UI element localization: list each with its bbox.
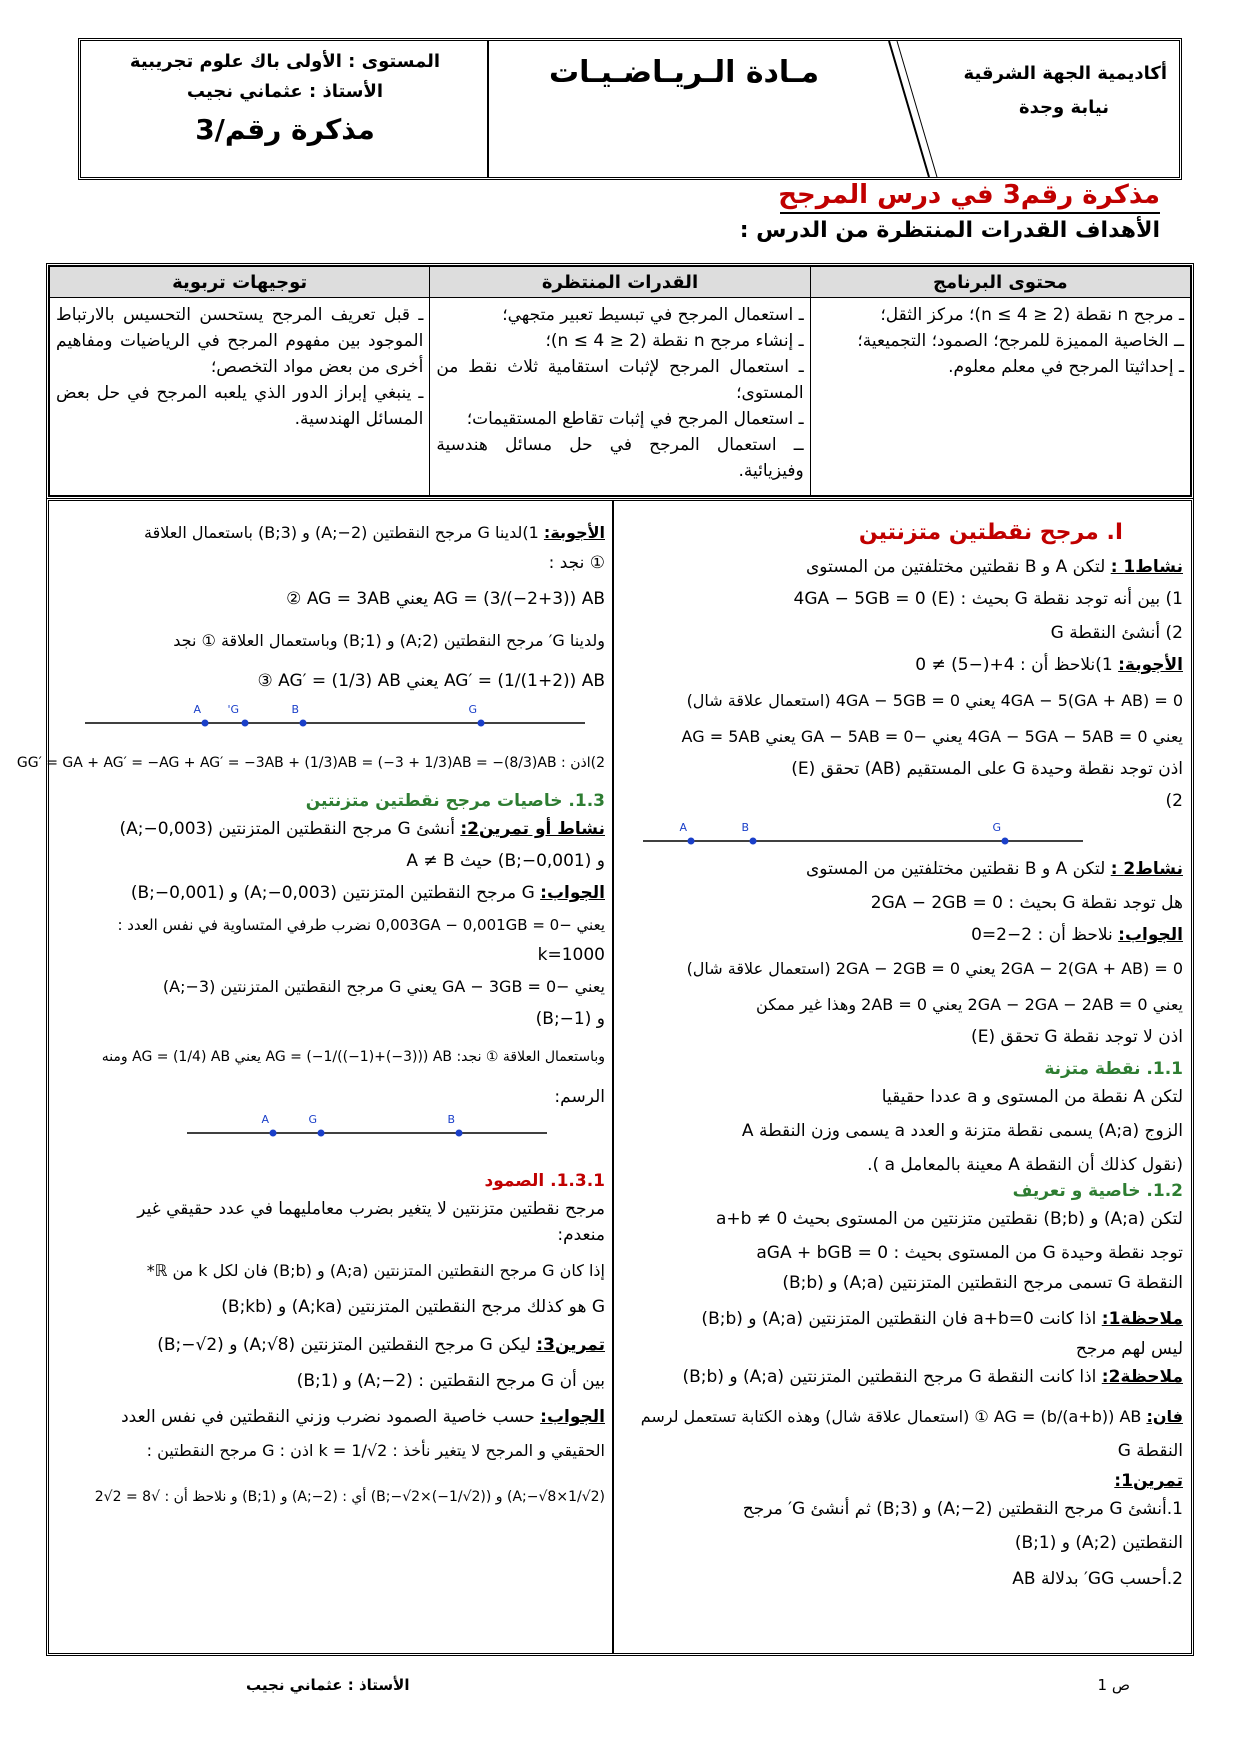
answer-2 [623, 921, 1183, 949]
exercise-2-answer-text: G مرجح النقطتين المتزنتين (A;−0,003) و (B;−0,001) [130, 883, 535, 903]
s11-text-1: لتكن A نقطة من المستوى و a عددا حقيقيا [881, 1087, 1183, 1107]
point-B [750, 838, 757, 845]
exercise-3-answer-text: حسب خاصية الصمود نضرب وزني النقطتين في نفس العدد [121, 1407, 535, 1427]
point-A [202, 720, 209, 727]
level-text: المستوى : الأولى باك علوم تجريبية [129, 51, 441, 72]
page-title: مذكرة رقم3 في درس المرجح [778, 180, 1160, 210]
exercise-2 [57, 815, 605, 843]
exercise-3-q2: الحقيقي و المرجح لا يتغير نأخذ : k = 1/√2 اذن : G مرجح النقطتين : [146, 1441, 605, 1460]
answer-1 [623, 651, 1183, 679]
exercise-3-answer-label: الجواب: [540, 1407, 605, 1427]
right-column [623, 505, 1183, 1649]
objectives-table [46, 263, 1194, 499]
footer-teacher: الأستاذ : عثماني نجيب [246, 1676, 410, 1694]
label-A: A [679, 821, 687, 834]
then-cont: النقطة G [1117, 1441, 1183, 1461]
invariance-text-1b: منعدم: [557, 1225, 605, 1245]
number-line-1 [643, 817, 1083, 851]
exercise-2-r2: يعني −0,003GA − 0,001GB = 0 نضرب طرفي المتساوية في نفس العدد : [117, 916, 605, 934]
list-item: ـ قبل تعريف المرجح يستحسن التحسيس بالارتباط الموجود بين مفهوم المرجح في الرياضيات ومفاهيم أخرى من بعض مواد التخصص؛ [56, 305, 424, 377]
list-item: ـ ينبغي إبراز الدور الذي يلعبه المرجح في حل بعض المسائل الهندسية. [56, 383, 424, 429]
left-answer-1 [57, 519, 605, 547]
remark-2 [623, 1363, 1183, 1391]
left-answer-3: AG = (3/(−2+3)) AB يعني AG = 3AB ② [286, 589, 605, 609]
list-item: ـ إحداثيتا المرجح في معلم معلوم. [948, 357, 1184, 377]
list-item: ـ استعمال المرجح لإثبات استقامية ثلاث نقط من المستوى؛ [436, 357, 804, 403]
teacher-text: الأستاذ : عثماني نجيب [186, 81, 384, 102]
answer-2-label: الجواب: [1118, 925, 1183, 945]
exercise-3-q3: (A;−√8×1/√2) و (B;−√2×(−1/√2)) أي : (A;−2) و (B;1) و نلاحظ أن : √8 = 2√2 [94, 1489, 605, 1505]
exercise-3-cont: بين أن G مرجح النقطتين : (A;−2) و (B;1) [296, 1371, 605, 1391]
remark-1-label: ملاحظة1: [1101, 1309, 1183, 1329]
s11-text-3: (نقول كذلك أن النقطة A معينة بالمعامل a ). [867, 1155, 1183, 1175]
header-box [78, 38, 1182, 180]
directorate-name: نيابة وجدة [1019, 97, 1109, 118]
point-G [478, 720, 485, 727]
number-line-3 [187, 1111, 547, 1145]
s12-text-2: توجد نقطة وحيدة G من المستوى بحيث : aGA + bGB = 0 [756, 1243, 1183, 1263]
exercise-3-label: تمرين3: [536, 1335, 605, 1355]
exercise-2-label: نشاط أو تمرين2: [460, 819, 605, 839]
answer-1-step2: 4GA − 5(GA + AB) = 0 يعني 4GA − 5GB = 0 (استعمال علاقة شال) [686, 691, 1183, 710]
program-cell [810, 298, 1190, 496]
then-line [623, 1403, 1183, 1431]
label-A: A [261, 1113, 269, 1126]
subsection-1-3: 1.3. خاصيات مرجح نقطتين متزنتين [305, 791, 605, 811]
remark-2-label: ملاحظة2: [1101, 1367, 1183, 1387]
header-academy-cell [879, 41, 1179, 177]
label-B: B [741, 821, 749, 834]
exercise-1-q1: 1.أنشئ G مرجح النقطتين (A;−2) و (B;3) ثم أنشئ G′ مرجح [742, 1499, 1183, 1519]
exercise-1-q2: 2.أحسب GG′ بدلالة AB [1012, 1569, 1183, 1589]
exercise-2-text: أنشئ G مرجح النقطتين المتزنتين (A;−0,003) [119, 819, 455, 839]
number-line-2 [85, 701, 585, 735]
exercise-3 [57, 1331, 605, 1359]
left-column [16, 505, 605, 1649]
section-1-title: I. مرجح نقطتين متزنتين [858, 520, 1123, 545]
subsection-1-2: 1.2. خاصية و تعريف [1012, 1181, 1183, 1201]
remark-2-text: اذا كانت النقطة G مرجح النقطتين المتزنتين (A;a) و (B;b) [682, 1367, 1097, 1387]
col-header-program: محتوى البرنامج [810, 267, 1190, 298]
left-answer-6: 2)اذن : GG′ = GA + AG′ = −AG + AG′ = −3AB + (1/3)AB = (−3 + 1/3)AB = −(8/3)AB [16, 755, 605, 771]
answer-label: الأجوبة: [1118, 655, 1183, 675]
point-G [1002, 838, 1009, 845]
answer-2-step2: 2GA − 2(GA + AB) = 0 يعني 2GA − 2GB = 0 (استعمال علاقة شال) [686, 959, 1183, 978]
remark-1 [623, 1305, 1183, 1333]
answer-1-text: 1)نلاحظ أن : 4+(−5) ≠ 0 [915, 655, 1113, 675]
guidance-cell [50, 298, 430, 496]
exercise-2-answer [57, 879, 605, 907]
left-answer-label: الأجوبة: [543, 523, 605, 542]
s12-text-1: لتكن (A;a) و (B;b) نقطتين متزنتين من المستوى بحيث a+b ≠ 0 [715, 1209, 1183, 1229]
answer-1-conclusion: اذن توجد نقطة وحيدة G على المستقيم (AB) تحقق (E) [791, 759, 1183, 779]
point-A [688, 838, 695, 845]
point-B [456, 1130, 463, 1137]
label-G: G [468, 703, 477, 716]
activity-1 [623, 553, 1183, 581]
col-header-abilities: القدرات المنتظرة [430, 267, 810, 298]
label-G: G [992, 821, 1001, 834]
left-answer-1-text: 1)لدينا G مرجح النقطتين (A;−2) و (B;3) باستعمال العلاقة [144, 523, 539, 542]
remark-1-text: اذا كانت a+b=0 فان النقطتين المتزنتين (A;a) و (B;b) [701, 1309, 1097, 1329]
exercise-2-r3: k=1000 [537, 945, 605, 965]
label-G: G [308, 1113, 317, 1126]
lesson-body [16, 498, 1194, 1656]
answer-2-step3: يعني 2GA − 2GA − 2AB = 0 يعني 2AB = 0 وهذا غير ممكن [756, 995, 1183, 1014]
list-item: ـ استعمال المرجح في تبسيط تعبير متجهي؛ [502, 305, 804, 325]
footer-page-number: ص 1 [1097, 1676, 1130, 1694]
exercise-1-label: تمرين1: [1114, 1471, 1183, 1491]
title-underline [780, 212, 1160, 214]
then-text: AG = (b/(a+b)) AB ① (استعمال علاقة شال) وهذه الكتابة تستعمل لرسم [640, 1407, 1142, 1426]
column-divider [612, 501, 614, 1653]
subsection-1-1: 1.1. نقطة متزنة [1044, 1059, 1183, 1079]
goals-heading: الأهداف القدرات المنتظرة من الدرس : [739, 218, 1160, 243]
s11-text-2: الزوج (A;a) يسمى نقطة متزنة و العدد a يسمى وزن النقطة A [741, 1121, 1183, 1141]
footer [0, 1676, 1240, 1706]
academy-name: أكاديمية الجهة الشرقية [963, 63, 1167, 84]
activity-2-text: لتكن A و B نقطتين مختلفتين من المستوى [806, 859, 1106, 879]
label-B: B [447, 1113, 455, 1126]
memo-number: مذكرة رقم/3 [195, 113, 375, 146]
point-B [300, 720, 307, 727]
abilities-cell [430, 298, 810, 496]
activity-1-label: نشاط1 : [1110, 557, 1183, 577]
exercise-2-cont: و (B;−0,001) حيث A ≠ B [406, 851, 605, 871]
then-label: فان: [1146, 1407, 1183, 1426]
point-A [270, 1130, 277, 1137]
subject-title: مـادة الـريـاضـيـات [548, 55, 820, 90]
header-level-cell [81, 41, 489, 177]
activity-1-q2: 2) أنشئ النقطة G [1050, 623, 1183, 643]
left-answer-4: ولدينا G′ مرجح النقطتين (A;2) و (B;1) وباستعمال العلاقة ① نجد [173, 631, 605, 650]
remark-1-cont: ليس لهم مرجح [1075, 1339, 1183, 1359]
exercise-3-answer [57, 1403, 605, 1431]
list-item: ـ استعمال المرجح في إثبات تقاطع المستقيمات؛ [466, 409, 804, 429]
exercise-2-r4: يعني −GA − 3GB = 0 يعني G مرجح النقطتين المتزنتين (A;−3) [162, 977, 605, 996]
activity-2-label: نشاط2 : [1110, 859, 1183, 879]
list-item: ــ استعمال المرجح في حل مسائل هندسية وفيزيائية. [436, 435, 804, 481]
label-G-prime: G' [227, 703, 239, 716]
list-item: ـ إنشاء مرجح n نقطة (2 ≤ n ≤ 4)؛ [545, 331, 804, 351]
exercise-2-r5: و (B;−1) [535, 1009, 605, 1029]
activity-1-q1: 1) بين أنه توجد نقطة G بحيث : 4GA − 5GB = 0 (E) [793, 589, 1183, 609]
invariance-text-3: G هو كذلك مرجح النقطتين المتزنتين (A;ka) و (B;kb) [221, 1297, 605, 1317]
left-answer-5: AG′ = (1/(1+2)) AB يعني AG′ = (1/3) AB ③ [257, 671, 605, 691]
col-header-guidance: توجيهات تربوية [50, 267, 430, 298]
label-B: B [291, 703, 299, 716]
left-answer-2: ① نجد : [548, 553, 605, 573]
drawing-label: الرسم: [554, 1087, 605, 1107]
label-A: A [193, 703, 201, 716]
answer-2-text: نلاحظ أن : 2−2=0 [971, 925, 1113, 945]
answer-2-conclusion: اذن لا توجد نقطة G تحقق (E) [971, 1027, 1183, 1047]
activity-2 [623, 855, 1183, 883]
activity-1-text: لتكن A و B نقطتين مختلفتين من المستوى [806, 557, 1106, 577]
exercise-3-text: ليكن G مرجح النقطتين المتزنتين (A;√8) و (B;−√2) [157, 1335, 531, 1355]
subsection-1-3-1: 1.3.1. الصمود [484, 1171, 605, 1191]
list-item: ــ الخاصية المميزة للمرجح؛ الصمود؛ التجميعية؛ [857, 331, 1184, 351]
answer-1-step3: يعني 4GA − 5GA − 5AB = 0 يعني −GA − 5AB = 0 يعني AG = 5AB [681, 727, 1183, 746]
activity-2-question: هل توجد نقطة G بحيث : 2GA − 2GB = 0 [870, 893, 1183, 913]
exercise-1-q1-cont: النقطتين (A;2) و (B;1) [1014, 1533, 1183, 1553]
s12-text-3: النقطة G تسمى مرجح النقطتين المتزنتين (A;a) و (B;b) [782, 1273, 1183, 1293]
answer-1-part2: 2) [1165, 791, 1183, 811]
exercise-2-r6: وباستعمال العلاقة ① نجد: AG = (−1/((−1)+(−3))) AB يعني AG = (1/4) AB ومنه [101, 1049, 605, 1065]
exercise-2-answer-label: الجواب: [540, 883, 605, 903]
list-item: ـ مرجح n نقطة (2 ≤ n ≤ 4)؛ مركز الثقل؛ [880, 305, 1184, 325]
point-G-prime [242, 720, 249, 727]
invariance-text-2: إذا كان G مرجح النقطتين المتزنتين (A;a) و (B;b) فان لكل k من ℝ* [146, 1261, 605, 1280]
point-G [318, 1130, 325, 1137]
invariance-text-1: مرجح نقطتين متزنتين لا يتغير بضرب معامليهما في عدد حقيقي غير [137, 1199, 605, 1219]
header-subject-cell [487, 41, 879, 177]
